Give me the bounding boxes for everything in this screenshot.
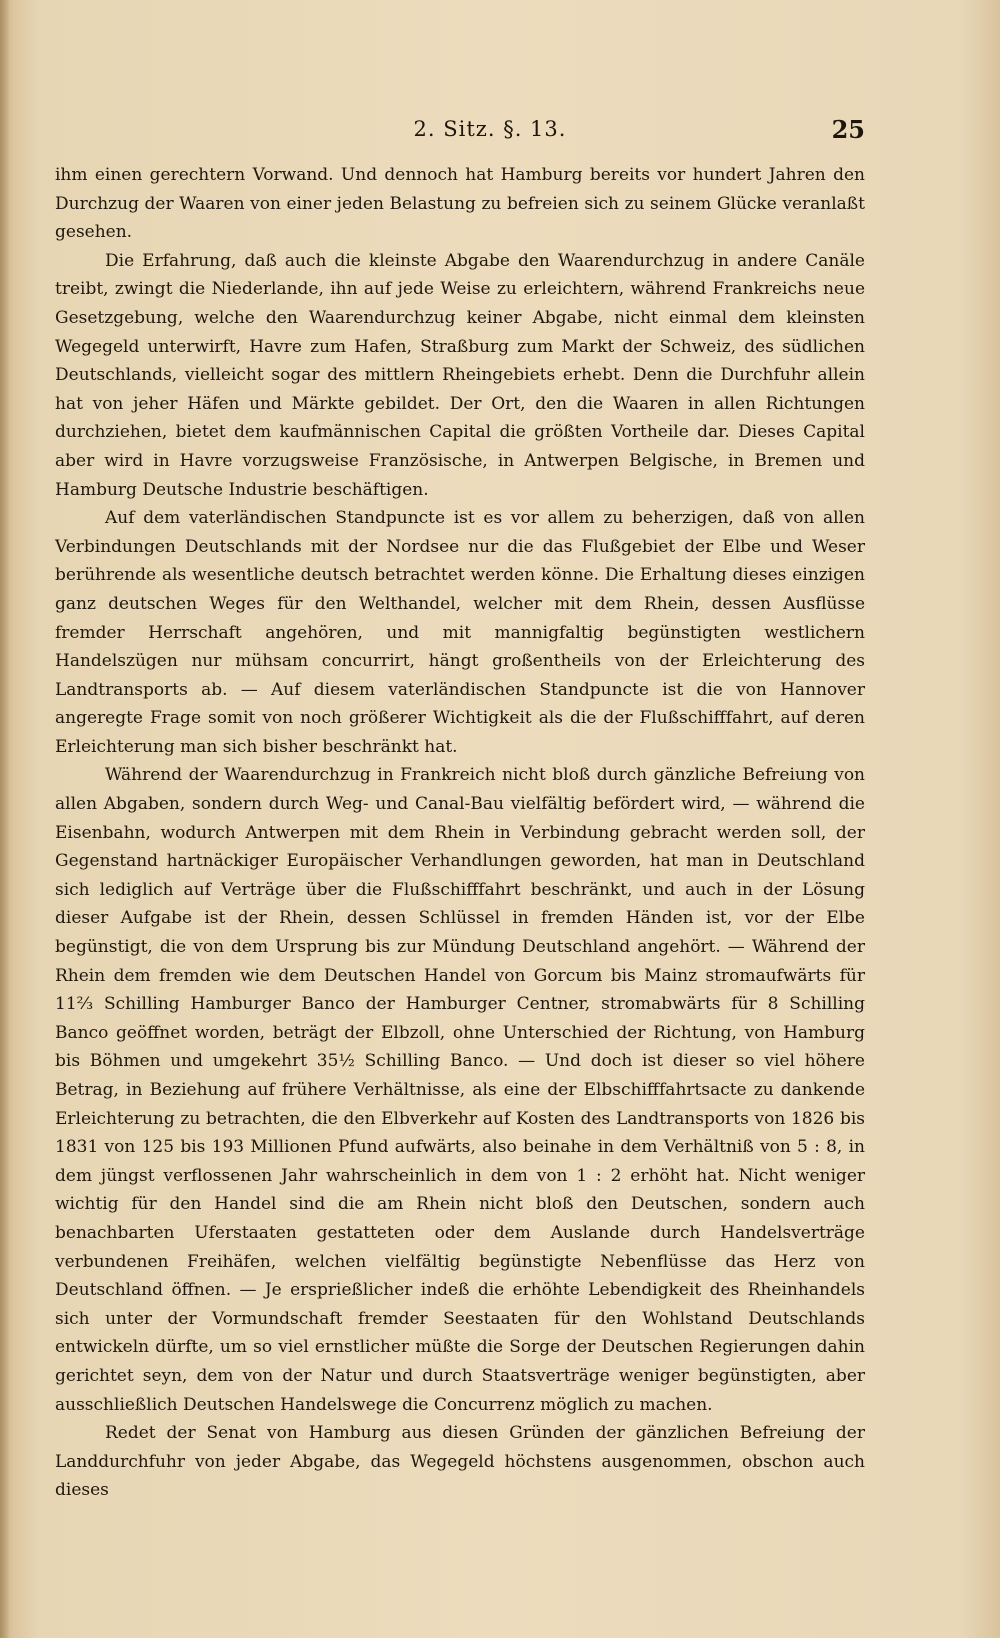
page-header xyxy=(55,117,865,147)
body-text xyxy=(55,161,865,1505)
binding-edge-shadow xyxy=(0,0,10,1638)
running-head: 2. Sitz. §. 13. xyxy=(413,117,567,141)
paragraph: Die Erfahrung, daß auch die kleinste Abgabe den Waarendurchzug in andere Canäle treibt, zwingt die Niederlande, ihn auf jede Weise zu erleichtern, während Frankreichs neue Gesetzgebung, welche den Waarendurchzug keiner Abgabe, nicht einmal dem kleinsten Wegegeld unterwirft, Havre zum Hafen, Straßburg zum Markt der Schweiz, des südlichen Deutschlands, vielleicht sogar des mittlern Rheingebiets erhebt. Denn die Durchfuhr allein hat von jeher Häfen und Märkte gebildet. Der Ort, den die Waaren in allen Richtungen durchziehen, bietet dem kaufmännischen Capital die größten Vortheile dar. Dieses Capital aber wird in Havre vorzugsweise Französische, in Antwerpen Belgische, in Bremen und Hamburg Deutsche Industrie beschäftigen. xyxy=(55,250,865,500)
paragraph: Auf dem vaterländischen Standpuncte ist es vor allem zu beherzigen, daß von allen Verbindungen Deutschlands mit der Nordsee nur die das Flußgebiet der Elbe und Weser berührende als wesentliche deutsch betrachtet werden könne. Die Erhaltung dieses einzigen ganz deutschen Weges für den Welthandel, welcher mit dem Rhein, dessen Ausflüsse fremder Herrschaft angehören, und mit mannigfaltig begünstigten westlichern Handelszügen nur mühsam concurrirt, hängt großentheils von der Erleichterung des Landtransports ab. — Auf diesem vaterländischen Standpuncte ist die von Hannover angeregte Frage somit von noch größerer Wichtigkeit als die der Flußschifffahrt, auf deren Erleichterung man sich bisher beschränkt hat. xyxy=(55,508,865,757)
paragraph: Redet der Senat von Hamburg aus diesen Gründen der gänzlichen Befreiung der Landdurchfuhr von jeder Abgabe, das Wegegeld höchstens ausgenommen, obschon auch dieses xyxy=(55,1423,865,1501)
paragraph: ihm einen gerechtern Vorwand. Und dennoch hat Hamburg bereits vor hundert Jahren den Durchzug der Waaren von einer jeden Belastung zu befreien sich zu seinem Glücke veranlaßt gesehen. xyxy=(55,165,865,243)
page-number: 25 xyxy=(831,115,865,144)
paragraph: Während der Waarendurchzug in Frankreich nicht bloß durch gänzliche Befreiung von allen Abgaben, sondern durch Weg- und Canal-Bau vielfältig befördert wird, — während die Eisenbahn, wodurch Antwerpen mit dem Rhein in Verbindung gebracht werden soll, der Gegenstand hartnäckiger Europäischer Verhandlungen geworden, hat man in Deutschland sich lediglich auf Verträge über die Flußschifffahrt beschränkt, und auch in der Lösung dieser Aufgabe ist der Rhein, dessen Schlüssel in fremden Händen ist, vor der Elbe begünstigt, die von dem Ursprung bis zur Mündung Deutschland angehört. — Während der Rhein dem fremden wie dem Deutschen Handel von Gorcum bis Mainz stromaufwärts für 11⅔ Schilling Hamburger Banco der Hamburger Centner, stromabwärts für 8 Schilling Banco geöffnet worden, beträgt der Elbzoll, ohne Unterschied der Richtung, von Hamburg bis Böhmen und umgekehrt 35½ Schilling Banco. — Und doch ist dieser so viel höhere Betrag, in Beziehung auf frühere Verhältnisse, als eine der Elbschifffahrtsacte zu dankende Erleichterung zu betrachten, die den Elbverkehr auf Kosten des Landtransports von 1826 bis 1831 von 125 bis 193 Millionen Pfund aufwärts, also beinahe in dem Verhältniß von 5 : 8, in dem jüngst verflossenen Jahr wahrscheinlich in dem von 1 : 2 erhöht hat. Nicht weniger wichtig für den Handel sind die am Rhein nicht bloß den Deutschen, sondern auch benachbarten Uferstaaten gestatteten oder dem Auslande durch Handelsverträge verbundenen Freihäfen, welchen vielfältig begünstigte Nebenflüsse das Herz von Deutschland öffnen. — Je ersprießlicher indeß die erhöhte Lebendigkeit des Rheinhandels sich unter der Vormundschaft fremder Seestaaten für den Wohlstand Deutschlands entwickeln dürfte, um so viel ernstlicher müßte die Sorge der Deutschen Regierungen dahin gerichtet seyn, dem von der Natur und durch Staatsverträge weniger begünstigten, aber ausschließlich Deutschen Handelswege die Concurrenz möglich zu machen. xyxy=(55,765,865,1415)
